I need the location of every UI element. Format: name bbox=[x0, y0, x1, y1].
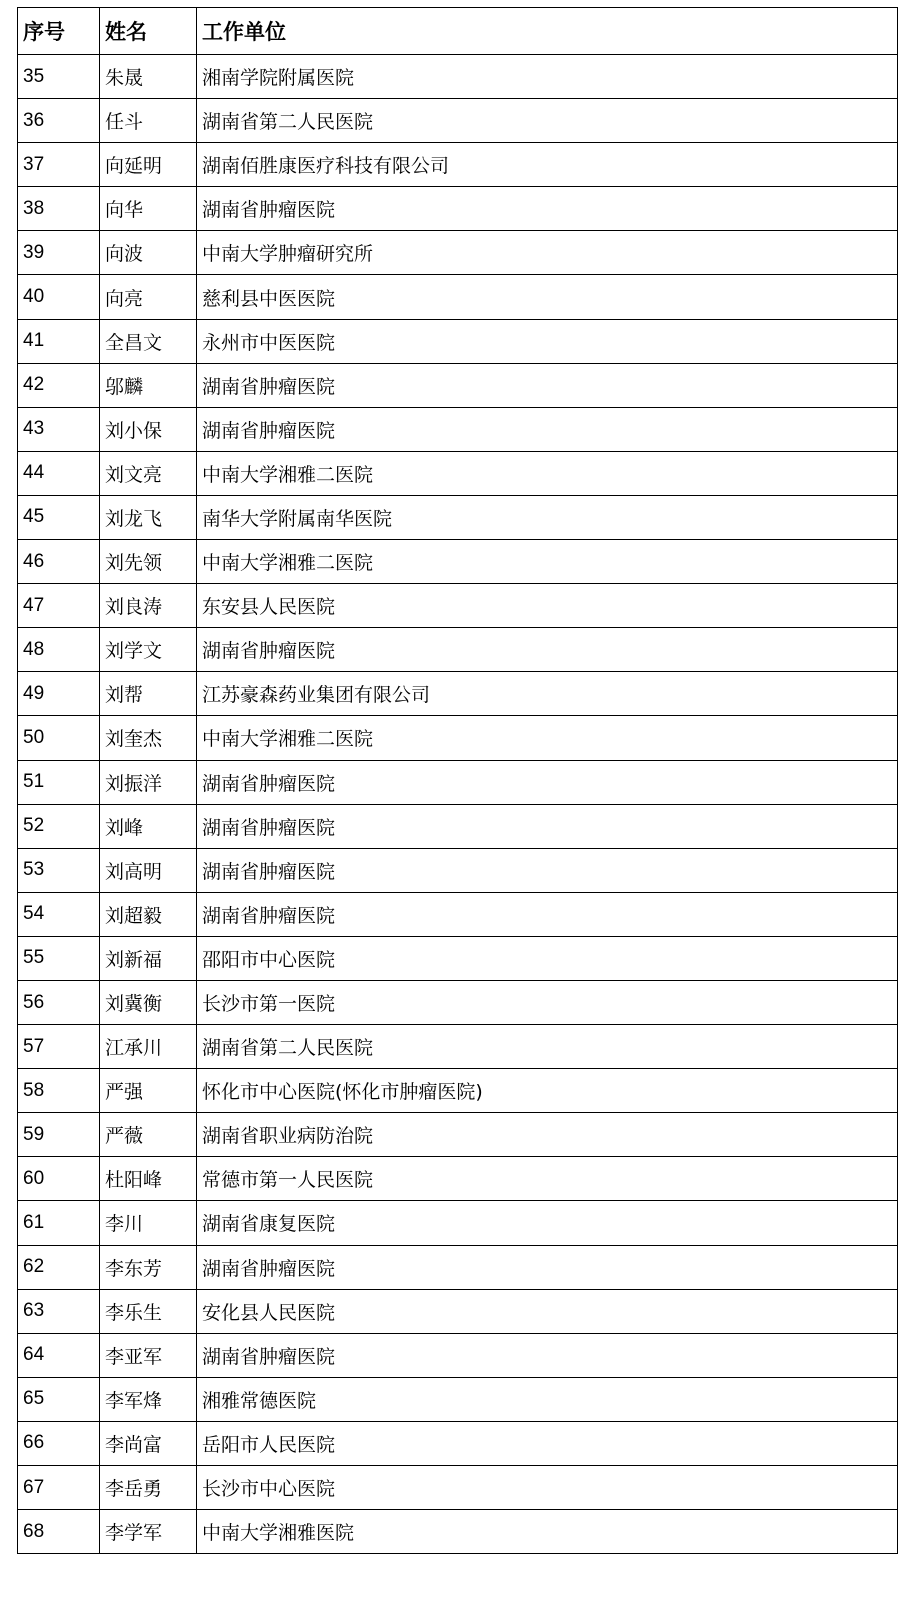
serial-number-cell: 51 bbox=[18, 760, 100, 804]
workplace-cell: 湖南佰胜康医疗科技有限公司 bbox=[197, 143, 898, 187]
table-row bbox=[18, 1157, 898, 1201]
name-cell: 刘新福 bbox=[100, 936, 197, 980]
name-cell: 任斗 bbox=[100, 99, 197, 143]
header-serial-number: 序号 bbox=[18, 8, 100, 55]
serial-number-cell: 64 bbox=[18, 1333, 100, 1377]
table-row bbox=[18, 187, 898, 231]
name-cell: 杜阳峰 bbox=[100, 1157, 197, 1201]
table-row bbox=[18, 760, 898, 804]
table-row bbox=[18, 628, 898, 672]
serial-number-cell: 57 bbox=[18, 1025, 100, 1069]
table-row bbox=[18, 584, 898, 628]
serial-number-cell: 67 bbox=[18, 1466, 100, 1510]
name-cell: 李尚富 bbox=[100, 1421, 197, 1465]
serial-number-cell: 40 bbox=[18, 275, 100, 319]
workplace-cell: 长沙市中心医院 bbox=[197, 1466, 898, 1510]
serial-number-cell: 39 bbox=[18, 231, 100, 275]
workplace-cell: 湖南省肿瘤医院 bbox=[197, 187, 898, 231]
serial-number-cell: 49 bbox=[18, 672, 100, 716]
workplace-cell: 中南大学湘雅二医院 bbox=[197, 540, 898, 584]
table-header bbox=[18, 8, 898, 55]
serial-number-cell: 59 bbox=[18, 1113, 100, 1157]
serial-number-cell: 53 bbox=[18, 848, 100, 892]
serial-number-cell: 46 bbox=[18, 540, 100, 584]
table-row bbox=[18, 1466, 898, 1510]
name-cell: 严薇 bbox=[100, 1113, 197, 1157]
serial-number-cell: 41 bbox=[18, 319, 100, 363]
workplace-cell: 湖南省第二人民医院 bbox=[197, 1025, 898, 1069]
table-row bbox=[18, 1510, 898, 1554]
name-cell: 刘先领 bbox=[100, 540, 197, 584]
table-row bbox=[18, 892, 898, 936]
workplace-cell: 永州市中医医院 bbox=[197, 319, 898, 363]
name-cell: 向华 bbox=[100, 187, 197, 231]
workplace-cell: 江苏豪森药业集团有限公司 bbox=[197, 672, 898, 716]
name-cell: 刘良涛 bbox=[100, 584, 197, 628]
name-cell: 李川 bbox=[100, 1201, 197, 1245]
workplace-cell: 东安县人民医院 bbox=[197, 584, 898, 628]
name-cell: 向波 bbox=[100, 231, 197, 275]
table-row bbox=[18, 936, 898, 980]
table-row bbox=[18, 407, 898, 451]
serial-number-cell: 44 bbox=[18, 451, 100, 495]
workplace-cell: 湖南省肿瘤医院 bbox=[197, 363, 898, 407]
table-row bbox=[18, 55, 898, 99]
workplace-cell: 湖南省肿瘤医院 bbox=[197, 628, 898, 672]
workplace-cell: 湖南省职业病防治院 bbox=[197, 1113, 898, 1157]
table-row bbox=[18, 540, 898, 584]
serial-number-cell: 52 bbox=[18, 804, 100, 848]
workplace-cell: 慈利县中医医院 bbox=[197, 275, 898, 319]
serial-number-cell: 55 bbox=[18, 936, 100, 980]
table-body bbox=[18, 55, 898, 1554]
name-cell: 刘冀衡 bbox=[100, 980, 197, 1024]
name-cell: 刘文亮 bbox=[100, 451, 197, 495]
table-row bbox=[18, 99, 898, 143]
table-row bbox=[18, 451, 898, 495]
table-row bbox=[18, 1201, 898, 1245]
name-cell: 刘振洋 bbox=[100, 760, 197, 804]
table-row bbox=[18, 231, 898, 275]
name-cell: 刘帮 bbox=[100, 672, 197, 716]
workplace-cell: 中南大学湘雅医院 bbox=[197, 1510, 898, 1554]
name-cell: 刘高明 bbox=[100, 848, 197, 892]
serial-number-cell: 48 bbox=[18, 628, 100, 672]
workplace-cell: 湖南省肿瘤医院 bbox=[197, 848, 898, 892]
workplace-cell: 湖南省第二人民医院 bbox=[197, 99, 898, 143]
header-workplace: 工作单位 bbox=[197, 8, 898, 55]
workplace-cell: 湖南省肿瘤医院 bbox=[197, 760, 898, 804]
workplace-cell: 湖南省肿瘤医院 bbox=[197, 804, 898, 848]
workplace-cell: 长沙市第一医院 bbox=[197, 980, 898, 1024]
serial-number-cell: 60 bbox=[18, 1157, 100, 1201]
name-cell: 刘峰 bbox=[100, 804, 197, 848]
table-row bbox=[18, 716, 898, 760]
workplace-cell: 中南大学湘雅二医院 bbox=[197, 451, 898, 495]
workplace-cell: 湖南省康复医院 bbox=[197, 1201, 898, 1245]
table-row bbox=[18, 1245, 898, 1289]
serial-number-cell: 66 bbox=[18, 1421, 100, 1465]
workplace-cell: 邵阳市中心医院 bbox=[197, 936, 898, 980]
serial-number-cell: 58 bbox=[18, 1069, 100, 1113]
name-cell: 邬麟 bbox=[100, 363, 197, 407]
header-row bbox=[18, 8, 898, 55]
name-cell: 向延明 bbox=[100, 143, 197, 187]
workplace-cell: 湖南省肿瘤医院 bbox=[197, 1245, 898, 1289]
personnel-table bbox=[17, 7, 898, 1554]
serial-number-cell: 35 bbox=[18, 55, 100, 99]
table-row bbox=[18, 1113, 898, 1157]
serial-number-cell: 45 bbox=[18, 495, 100, 539]
workplace-cell: 中南大学肿瘤研究所 bbox=[197, 231, 898, 275]
name-cell: 李乐生 bbox=[100, 1289, 197, 1333]
table-row bbox=[18, 1025, 898, 1069]
name-cell: 李东芳 bbox=[100, 1245, 197, 1289]
table-row bbox=[18, 143, 898, 187]
serial-number-cell: 43 bbox=[18, 407, 100, 451]
table-row bbox=[18, 319, 898, 363]
serial-number-cell: 36 bbox=[18, 99, 100, 143]
name-cell: 刘龙飞 bbox=[100, 495, 197, 539]
name-cell: 刘学文 bbox=[100, 628, 197, 672]
name-cell: 向亮 bbox=[100, 275, 197, 319]
serial-number-cell: 68 bbox=[18, 1510, 100, 1554]
workplace-cell: 湖南省肿瘤医院 bbox=[197, 1333, 898, 1377]
name-cell: 刘奎杰 bbox=[100, 716, 197, 760]
serial-number-cell: 56 bbox=[18, 980, 100, 1024]
serial-number-cell: 37 bbox=[18, 143, 100, 187]
name-cell: 江承川 bbox=[100, 1025, 197, 1069]
workplace-cell: 湖南省肿瘤医院 bbox=[197, 892, 898, 936]
name-cell: 李学军 bbox=[100, 1510, 197, 1554]
table-row bbox=[18, 275, 898, 319]
serial-number-cell: 63 bbox=[18, 1289, 100, 1333]
table-row bbox=[18, 1333, 898, 1377]
header-name: 姓名 bbox=[100, 8, 197, 55]
table-row bbox=[18, 804, 898, 848]
table-row bbox=[18, 1421, 898, 1465]
workplace-cell: 岳阳市人民医院 bbox=[197, 1421, 898, 1465]
workplace-cell: 常德市第一人民医院 bbox=[197, 1157, 898, 1201]
table-row bbox=[18, 980, 898, 1024]
serial-number-cell: 38 bbox=[18, 187, 100, 231]
workplace-cell: 南华大学附属南华医院 bbox=[197, 495, 898, 539]
name-cell: 刘超毅 bbox=[100, 892, 197, 936]
workplace-cell: 怀化市中心医院(怀化市肿瘤医院) bbox=[197, 1069, 898, 1113]
name-cell: 朱晟 bbox=[100, 55, 197, 99]
table-row bbox=[18, 1289, 898, 1333]
workplace-cell: 湖南省肿瘤医院 bbox=[197, 407, 898, 451]
workplace-cell: 湘南学院附属医院 bbox=[197, 55, 898, 99]
name-cell: 刘小保 bbox=[100, 407, 197, 451]
workplace-cell: 湘雅常德医院 bbox=[197, 1377, 898, 1421]
serial-number-cell: 42 bbox=[18, 363, 100, 407]
name-cell: 李岳勇 bbox=[100, 1466, 197, 1510]
table-row bbox=[18, 495, 898, 539]
serial-number-cell: 61 bbox=[18, 1201, 100, 1245]
table-row bbox=[18, 1377, 898, 1421]
workplace-cell: 安化县人民医院 bbox=[197, 1289, 898, 1333]
name-cell: 全昌文 bbox=[100, 319, 197, 363]
table-row bbox=[18, 848, 898, 892]
name-cell: 李军烽 bbox=[100, 1377, 197, 1421]
serial-number-cell: 50 bbox=[18, 716, 100, 760]
table-row bbox=[18, 1069, 898, 1113]
serial-number-cell: 47 bbox=[18, 584, 100, 628]
serial-number-cell: 65 bbox=[18, 1377, 100, 1421]
serial-number-cell: 54 bbox=[18, 892, 100, 936]
name-cell: 严强 bbox=[100, 1069, 197, 1113]
name-cell: 李亚军 bbox=[100, 1333, 197, 1377]
workplace-cell: 中南大学湘雅二医院 bbox=[197, 716, 898, 760]
table-row bbox=[18, 672, 898, 716]
table-row bbox=[18, 363, 898, 407]
serial-number-cell: 62 bbox=[18, 1245, 100, 1289]
